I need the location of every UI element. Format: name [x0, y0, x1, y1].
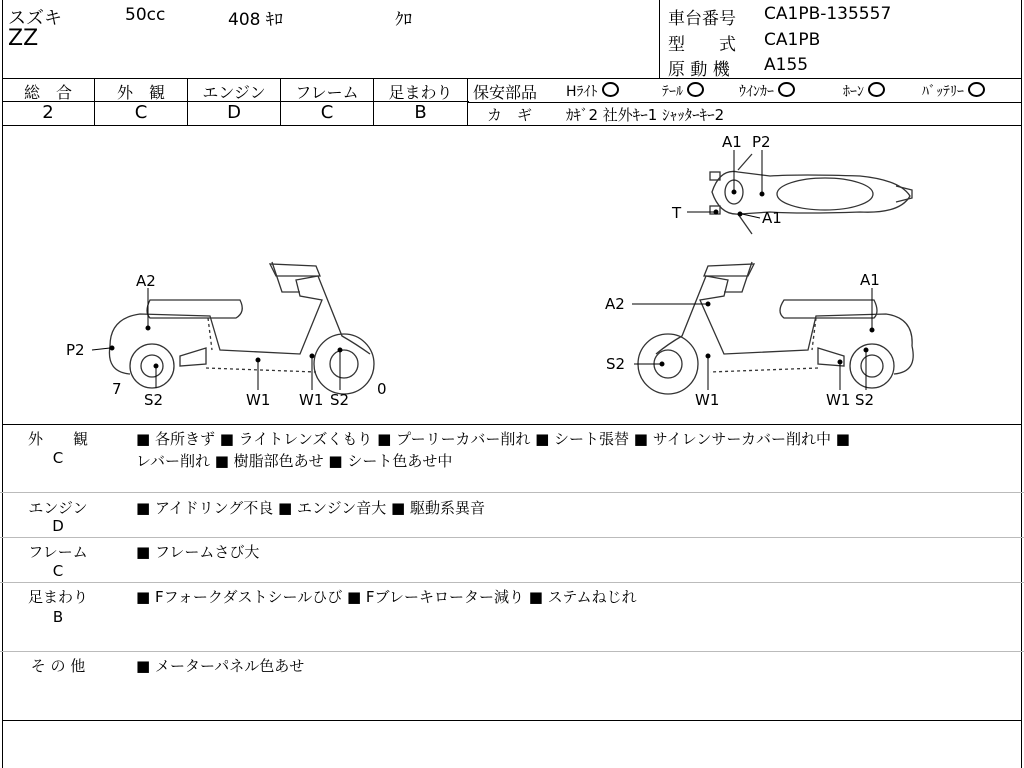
remark-exterior-grade: C [52, 449, 64, 467]
scooter-top-view [710, 154, 912, 234]
grade-frame-label: フレーム [295, 83, 359, 102]
diagram-label-right-a1: A1 [860, 271, 880, 289]
keys-value: ｶｷﾞ2 社外ｷｰ1 ｼｬｯﾀｰｷｰ2 [566, 106, 725, 124]
remark-engine-label: エンジン [28, 499, 88, 517]
mileage: 408 ｷﾛ [228, 10, 283, 30]
remark-frame-line1: ■ フレームさび大 [136, 543, 260, 561]
remark-separator [0, 651, 1024, 652]
type-value: CA1PB [764, 30, 821, 50]
maker-name: スズキ [8, 8, 62, 29]
diagram-label-top-p2: P2 [752, 133, 771, 151]
grade-exterior-label: 外 観 [116, 83, 165, 102]
remark-other-label: そ の 他 [30, 657, 86, 675]
ok-circle-icon [968, 82, 985, 97]
header-right-sep [659, 0, 660, 78]
displacement: 50cc [125, 5, 166, 25]
remark-exterior-line2: レバー削れ ■ 樹脂部色あせ ■ シート色あせ中 [136, 452, 453, 470]
divider-header [2, 78, 1022, 79]
diagram-label-top-a1b: A1 [762, 209, 782, 227]
remark-exterior-label: 外 観 [27, 430, 88, 448]
ok-circle-icon [778, 82, 795, 97]
damage-diagram [0, 126, 1024, 424]
ok-circle-icon [602, 82, 619, 97]
diagram-label-right-w1b: W1 [826, 391, 851, 409]
divider-bottom [2, 720, 1022, 721]
diagram-label-left-7: 7 [112, 380, 122, 398]
safety-item-label: ｳｲﾝｶｰ [739, 84, 774, 100]
type-label: 型 式 [668, 35, 736, 55]
diagram-label-left-s2: S2 [144, 391, 164, 409]
diagram-label-top-t: T [672, 204, 682, 222]
safety-item-battery [922, 81, 985, 101]
safety-item-headlight [566, 81, 619, 101]
grade-frame-value: C [320, 102, 334, 123]
chassis-value: CA1PB-135557 [764, 4, 892, 24]
model-name: ZZ [8, 26, 39, 51]
remark-engine-line1: ■ アイドリング不良 ■ エンジン音大 ■ 駆動系異音 [136, 499, 485, 517]
remark-separator [0, 537, 1024, 538]
safety-title: 保安部品 [473, 83, 538, 102]
safety-item-label: ﾊﾞｯﾃﾘｰ [922, 84, 964, 100]
color: ｸﾛ [395, 10, 412, 30]
remark-engine-grade: D [52, 517, 64, 535]
safety-item-horn [843, 81, 885, 101]
diagram-label-right-a2: A2 [605, 295, 625, 313]
divider-safety-mid [468, 102, 1022, 103]
diagram-label-left-a2: A2 [136, 272, 156, 290]
keys-label: カ ギ [487, 106, 533, 124]
grade-suspension-value: B [414, 102, 427, 123]
diagram-label-right-s2: S2 [606, 355, 626, 373]
grade-exterior-value: C [134, 102, 148, 123]
divider-diagram-bottom [2, 424, 1022, 425]
engine-label: 原 動 機 [668, 60, 730, 80]
diagram-label-left-p2: P2 [66, 341, 85, 359]
diagram-label-left-s2b: S2 [330, 391, 350, 409]
safety-item-label: Hﾗｲﾄ [566, 84, 598, 100]
diagram-label-right-s2b: S2 [855, 391, 875, 409]
grade-col-sep-5 [467, 78, 468, 126]
diagram-label-right-w1: W1 [695, 391, 720, 409]
safety-item-label: ﾃｰﾙ [662, 84, 683, 100]
remark-separator [0, 582, 1024, 583]
grade-engine-value: D [227, 102, 241, 123]
remark-separator [0, 492, 1024, 493]
grade-overall-value: 2 [42, 102, 54, 123]
diagram-label-left-w1b: W1 [299, 391, 324, 409]
remark-suspension-grade: B [52, 608, 64, 626]
safety-item-winker [739, 81, 795, 101]
diagram-label-left-0: 0 [377, 380, 387, 398]
remark-suspension-label: 足まわり [27, 588, 88, 606]
remark-suspension-line1: ■ Fフォークダストシールひび ■ Fブレーキローター減り ■ ステムねじれ [136, 588, 637, 606]
diagram-label-top-a1: A1 [722, 133, 742, 151]
safety-item-label: ﾎｰﾝ [843, 84, 864, 100]
ok-circle-icon [868, 82, 885, 97]
remark-exterior-line1: ■ 各所きず ■ ライトレンズくもり ■ プーリーカバー削れ ■ シート張替 ■ サイレンサーカバー削れ中 ■ [136, 430, 850, 448]
chassis-label: 車台番号 [668, 9, 736, 29]
safety-item-tail [662, 81, 704, 101]
remark-frame-grade: C [52, 562, 64, 580]
grade-overall-label: 総 合 [23, 83, 72, 102]
remark-other-line1: ■ メーターパネル色あせ [136, 657, 305, 675]
ok-circle-icon [687, 82, 704, 97]
engine-value: A155 [764, 55, 809, 75]
diagram-label-left-w1: W1 [246, 391, 271, 409]
grade-suspension-label: 足まわり [388, 83, 453, 102]
remark-frame-label: フレーム [28, 543, 88, 561]
grade-engine-label: エンジン [202, 83, 266, 102]
